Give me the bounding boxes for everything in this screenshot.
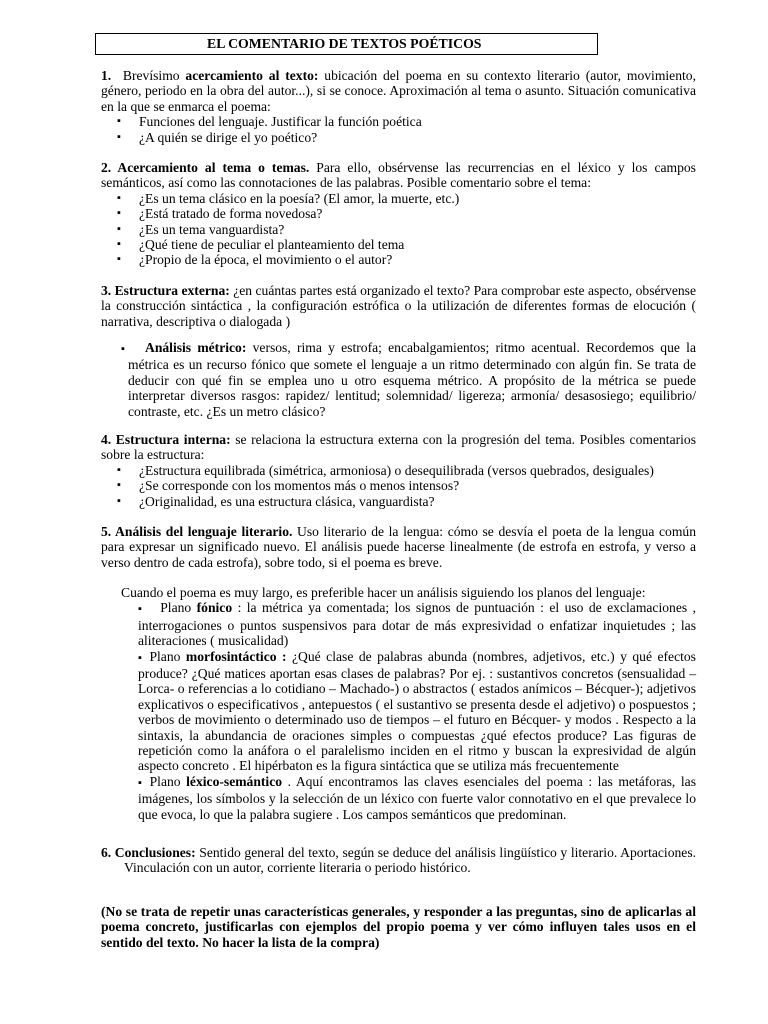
section-6-paragraph (101, 845, 696, 876)
section-5-paragraph (101, 524, 696, 570)
section-1-paragraph (101, 68, 696, 114)
language-planes (121, 585, 696, 822)
section-6-text: Sentido general del texto, según se deduce del análisis lingüístico y literario. Aportaciones. Vinculación con un autor, corriente literaria o periodo histórico. (124, 845, 697, 876)
list-item: ▪ ¿Se corresponde con los momentos más o menos intensos? (101, 478, 696, 493)
section-4 (101, 432, 696, 509)
section-3-title: 3. Estructura externa: (101, 283, 230, 298)
list-item: ▪ Funciones del lenguaje. Justificar la función poética (101, 114, 696, 129)
section-1-text: ubicación del poema en su contexto literario (autor, movimiento, género, periodo en la obra del autor...), si se conoce. Aproximación al tema o asunto. Situación comunicativa en la que se enmarca el poema: (101, 68, 696, 114)
section-5-text: Uso literario de la lengua: cómo se desvía el poeta de la lengua común para expresar un significado nuevo. El análisis puede hacerse linealmente (de estrofa en estrofa, y verso a verso dentro de cada estrofa), sobre todo, si el poema es breve. (101, 524, 696, 570)
section-1-title: acercamiento al texto: (185, 68, 319, 83)
plane-morphosyntactic-pre: Plano (149, 648, 181, 664)
section-3-paragraph (101, 283, 696, 329)
metric-analysis-paragraph (101, 340, 696, 419)
bullet-icon: ▪ (138, 651, 144, 664)
plane-phonic-text: : la métrica ya comentada; los signos de puntuación : el uso de exclamaciones , interrogaciones o puntos suspensivos para dotar de más expresividad o enfatizar inquietudes ; las aliteraciones ( musicalidad) (138, 600, 696, 649)
section-1-list (101, 114, 696, 145)
list-item: ▪ ¿Qué tiene de peculiar el planteamiento del tema (101, 237, 696, 252)
section-1-number: 1. (101, 68, 112, 83)
section-2-list (101, 191, 696, 268)
document-title: EL COMENTARIO DE TEXTOS POÉTICOS (95, 33, 598, 55)
list-item: ▪ ¿Es un tema vanguardista? (101, 222, 696, 237)
plane-phonic (121, 600, 696, 648)
section-4-title: 4. Estructura interna: (101, 432, 231, 447)
plane-lexical-semantic-pre: Plano (149, 773, 181, 789)
section-5-title: 5. Análisis del lenguaje literario. (101, 524, 293, 539)
section-3-text: ¿en cuántas partes está organizado el texto? Para comprobar este aspecto, obsérvense la construcción sintáctica , la configuración estrófica o la utilización de diferentes formas de elocución ( narrativa, descriptiva o dialogada ) (101, 283, 696, 329)
plane-morphosyntactic-text: ¿Qué clase de palabras abunda (nombres, adjetivos, etc.) y qué efectos produce? ¿Qué matices aportan esas clases de palabras? Por ej. : sustantivos concretos (sensualidad –Lorca- o referencias a lo cotidiano – Machado-) o abstractos ( estados anímicos – Bécquer-); adjetivos explicativos o especificativos , antepuestos ( el sustantivo se presenta desde el adjetivo) o pospuestos ; verbos de movimiento o determinado uso de tiempos – el futuro en Bécquer- y modos . Respecto a la sintaxis, la abundancia de oraciones simples o compuestas ¿qué efectos produce? Las figuras de repetición como la anáfora o el paralelismo inciden en el ritmo y buscan la expresividad de algún aspecto concreto . El hipérbaton es la figura sintáctica que se utiliza más frecuentemente (138, 648, 696, 774)
section-2-paragraph (101, 160, 696, 191)
bullet-icon: ▪ (121, 343, 125, 355)
section-2 (101, 160, 696, 268)
plane-lexical-semantic (121, 774, 696, 822)
list-item: ▪ ¿Está tratado de forma novedosa? (101, 206, 696, 221)
section-5 (101, 524, 696, 570)
section-2-text: Para ello, obsérvense las recurrencias en el léxico y los campos semánticos, así como las connotaciones de las palabras. Posible comentario sobre el tema: (101, 160, 696, 191)
bullet-icon: ▪ (138, 603, 144, 616)
plane-morphosyntactic-title: morfosintáctico : (185, 648, 287, 664)
section-1 (101, 68, 696, 145)
list-item: ▪ ¿Propio de la época, el movimiento o el autor? (101, 252, 696, 267)
final-note: (No se trata de repetir unas características generales, y responder a las preguntas, sino de aplicarlas al poema concreto, justificarlas con ejemplos del propio poema y ver cómo influyen tales usos en el sentido del texto. No hacer la lista de la compra) (101, 904, 696, 950)
plane-lexical-semantic-title: léxico-semántico (186, 773, 283, 789)
section-4-text: se relaciona la estructura externa con la progresión del tema. Posibles comentarios sobre la estructura: (101, 432, 696, 463)
list-item: ▪ ¿Originalidad, es una estructura clásica, vanguardista? (101, 494, 696, 509)
plane-phonic-title: fónico (196, 600, 233, 616)
section-3 (101, 283, 696, 329)
plane-morphosyntactic (121, 649, 696, 774)
section-4-list (101, 463, 696, 509)
bullet-icon: ▪ (138, 776, 145, 789)
plane-lexical-semantic-text: . Aquí encontramos las claves esenciales del poema : las metáforas, las imágenes, los símbolos y la selección de un léxico con fuerte valor connotativo en el que prevalece lo que evoca, lo que la palabra sugiere . Los campos semánticos que predominan. (138, 773, 696, 822)
section-6-title: 6. Conclusiones: (101, 845, 196, 860)
list-item: ▪ ¿Es un tema clásico en la poesía? (El amor, la muerte, etc.) (101, 191, 696, 206)
metric-analysis-text: versos, rima y estrofa; encabalgamientos; ritmo acentual. Recordemos que la métrica es un recurso fónico que somete el lenguaje a un ritmo determinado con algún fin. Se trata de deducir con qué fin se emplea uno u otro esquema métrico. A propósito de la métrica se puede interpretar diversos rasgos: rapidez/ lentitud; solemnidad/ ligereza; armonía/ desasosiego; equilibrio/ contraste, etc. ¿Es un metro clásico? (128, 340, 696, 419)
section-2-title: 2. Acercamiento al tema o temas. (101, 160, 310, 175)
metric-analysis (101, 340, 696, 419)
language-planes-intro: Cuando el poema es muy largo, es preferible hacer un análisis siguiendo los planos del lenguaje: (121, 585, 646, 600)
section-1-head: Brevísimo (122, 68, 180, 83)
section-4-paragraph (101, 432, 696, 463)
list-item: ▪ ¿Estructura equilibrada (simétrica, armoniosa) o desequilibrada (versos quebrados, desiguales) (101, 463, 696, 478)
metric-analysis-title: Análisis métrico: (145, 340, 247, 355)
plane-phonic-pre: Plano (160, 600, 192, 616)
list-item: ▪ ¿A quién se dirige el yo poético? (101, 130, 696, 145)
section-6 (101, 845, 696, 876)
